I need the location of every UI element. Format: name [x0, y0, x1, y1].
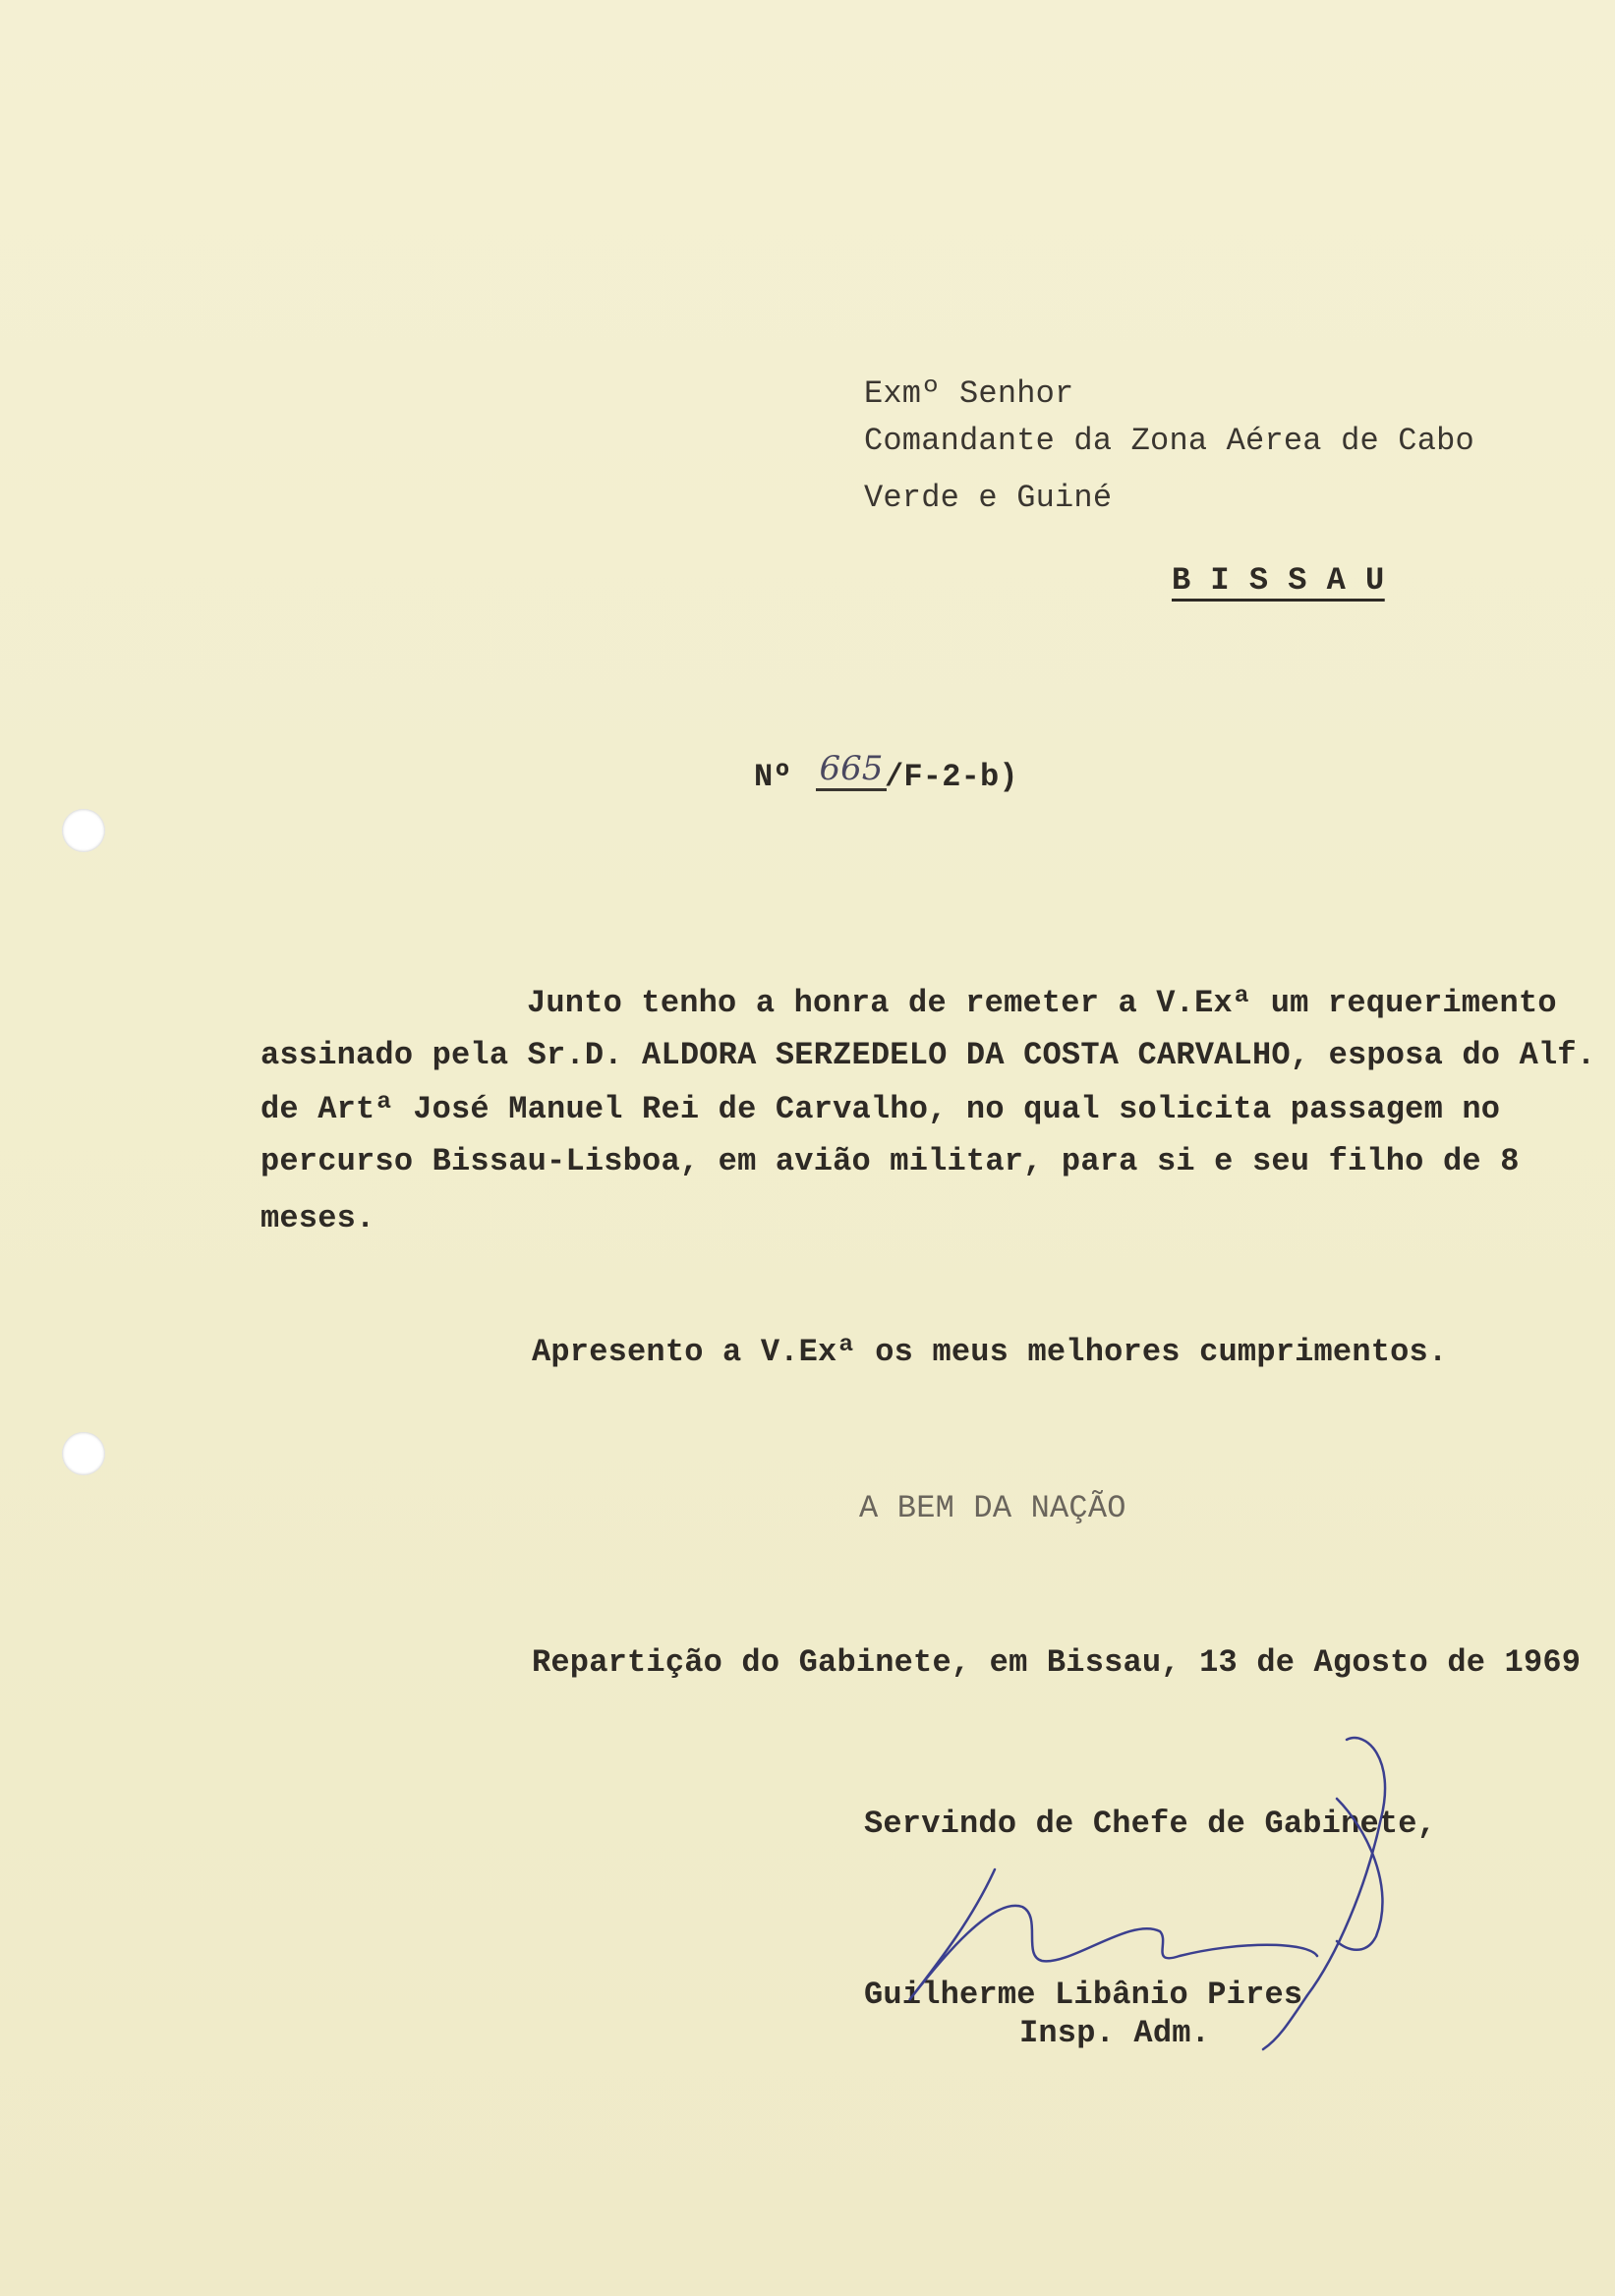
addressee-city: B I S S A U [1172, 562, 1385, 599]
body-line: assinado pela Sr.D. ALDORA SERZEDELO DA COSTA CARVALHO, esposa do Alf. [260, 1037, 1596, 1073]
body-line: percurso Bissau-Lisboa, em avião militar, para si e seu filho de 8 [260, 1143, 1520, 1179]
signatory-role: Servindo de Chefe de Gabinete, [864, 1806, 1437, 1842]
reference-handwritten-number: 665 [816, 749, 887, 791]
body-line: meses. [260, 1200, 375, 1236]
closing: Apresento a V.Exª os meus melhores cumprimentos. [532, 1334, 1448, 1370]
place-date: Repartição do Gabinete, em Bissau, 13 de Agosto de 1969 [532, 1644, 1582, 1681]
addressee-line: Verde e Guiné [864, 480, 1113, 516]
signatory-title: Insp. Adm. [1019, 2015, 1211, 2051]
salutation: Exmº Senhor [864, 375, 1074, 412]
reference-suffix: /F-2-b) [885, 759, 1018, 795]
signatory-name: Guilherme Libânio Pires [864, 1977, 1303, 2013]
body-line: Junto tenho a honra de remeter a V.Exª um requerimento [527, 985, 1557, 1021]
addressee-line: Comandante da Zona Aérea de Cabo [864, 423, 1474, 459]
motto: A BEM DA NAÇÃO [859, 1490, 1126, 1526]
body-line: de Artª José Manuel Rei de Carvalho, no qual solicita passagem no [260, 1091, 1501, 1127]
reference-prefix: Nº [754, 759, 792, 795]
